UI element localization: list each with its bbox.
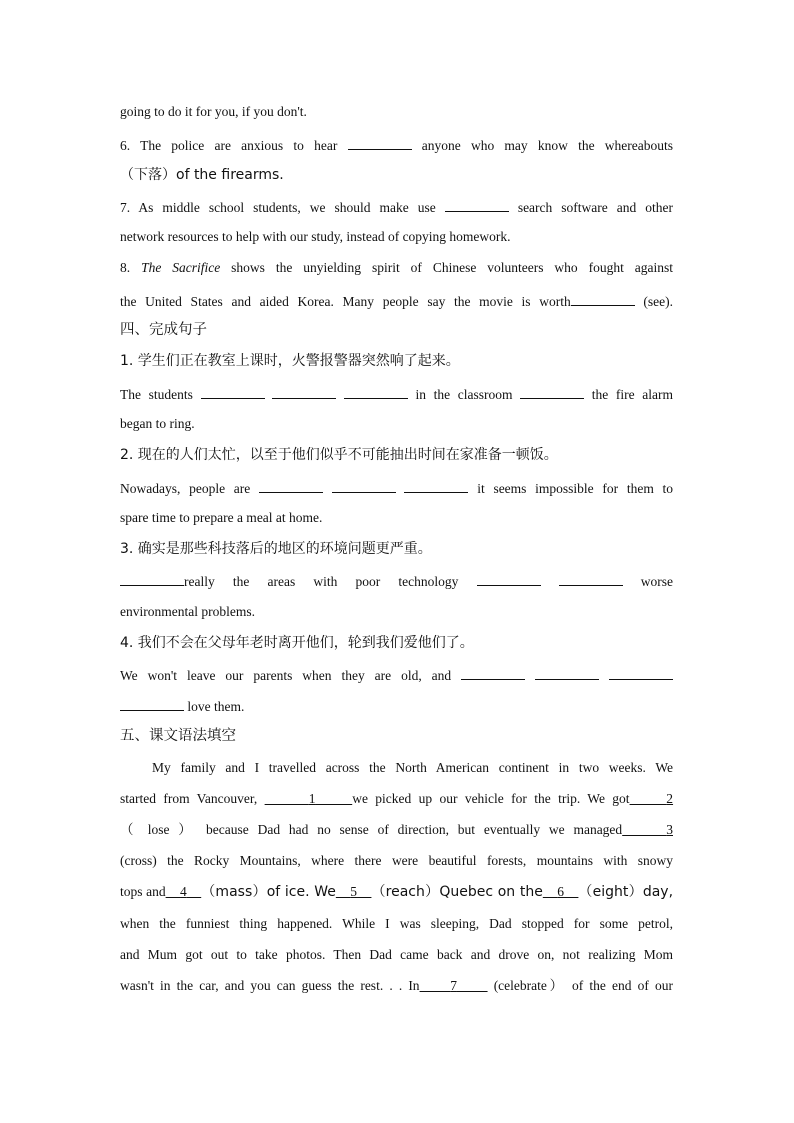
answer-blank[interactable] xyxy=(120,571,184,586)
line-text: we picked up our vehicle for the trip. We got xyxy=(352,791,630,806)
question-7 xyxy=(120,197,673,217)
line-text: 1. 学生们正在教室上课时，火警报警器突然响了起来。 xyxy=(120,353,460,369)
heading-text: 四、完成句子 xyxy=(120,322,207,338)
answer-blank[interactable] xyxy=(348,135,412,150)
passage-line xyxy=(120,946,673,964)
text-line xyxy=(120,696,673,716)
line-text: （ lose ） because Dad had no sense of direction, but eventually we managed xyxy=(120,822,623,837)
sentence-1 xyxy=(120,384,673,404)
blank-number[interactable]: 1 xyxy=(308,791,316,806)
line-text: (cross) the Rocky Mountains, where there were beautiful forests, mountains with snowy xyxy=(120,853,673,868)
text-line xyxy=(120,509,673,527)
line-text: in the classroom xyxy=(415,387,513,402)
line-text: environmental problems. xyxy=(120,604,255,619)
line-text: My family and I travelled across the North American continent in two weeks. We xyxy=(152,760,673,775)
sentence-4 xyxy=(120,665,673,685)
passage-line xyxy=(120,821,673,839)
line-text: really the areas with poor technology xyxy=(184,574,459,589)
passage-line xyxy=(120,883,673,901)
line-text: began to ring. xyxy=(120,416,195,431)
line-text: love them. xyxy=(187,699,245,714)
blank-number[interactable]: 5 xyxy=(350,884,358,899)
text-line xyxy=(120,228,673,246)
line-text: going to do it for you, if you don't. xyxy=(120,104,307,119)
blank-number[interactable]: 7 xyxy=(450,978,457,993)
answer-blank[interactable] xyxy=(535,665,599,680)
line-text: （eight）day, xyxy=(578,884,674,900)
chinese-prompt xyxy=(120,634,673,652)
blank-number[interactable]: 3 xyxy=(666,822,673,837)
answer-blank[interactable] xyxy=(559,571,623,586)
line-text: (see). xyxy=(643,294,674,309)
line-text: tops and xyxy=(120,884,166,899)
line-text: （mass）of ice. We xyxy=(201,884,336,900)
line-text: worse xyxy=(640,574,674,589)
line-text: when the funniest thing happened. While I was sleeping, Dad stopped for some petrol, xyxy=(120,916,673,931)
line-text: wasn't in the car, and you can guess the rest. . . In xyxy=(120,978,420,993)
line-text: 2. 现在的人们太忙，以至于他们似乎不可能抽出时间在家准备一顿饭。 xyxy=(120,447,558,463)
question-8 xyxy=(120,259,673,277)
text-line xyxy=(120,166,673,184)
passage-line xyxy=(120,977,673,995)
line-text: network resources to help with our study, instead of copying homework. xyxy=(120,229,511,244)
text-line xyxy=(120,603,673,621)
line-text: （下落）of the firearms. xyxy=(120,167,284,183)
blank-number[interactable]: 6 xyxy=(557,884,564,899)
text-line xyxy=(120,415,673,433)
line-text: 8. xyxy=(120,260,131,275)
answer-blank[interactable] xyxy=(120,696,184,711)
line-text: 6. The police are anxious to hear xyxy=(120,138,338,153)
heading-text: 五、课文语法填空 xyxy=(120,728,236,744)
sentence-2 xyxy=(120,478,673,498)
answer-blank[interactable] xyxy=(201,384,265,399)
line-text: We won't leave our parents when they are old, and xyxy=(120,668,452,683)
line-text: search software and other xyxy=(517,200,674,215)
blank-number[interactable]: 2 xyxy=(666,791,674,806)
blank-number[interactable]: 4 xyxy=(180,884,187,899)
line-text: The students xyxy=(120,387,193,402)
line-text: spare time to prepare a meal at home. xyxy=(120,510,323,525)
line-text: （reach）Quebec on the xyxy=(371,884,543,900)
line-text: and Mum got out to take photos. Then Dad came back and drove on, not realizing Mom xyxy=(120,947,673,962)
chinese-prompt xyxy=(120,352,673,370)
text-line xyxy=(120,291,673,311)
answer-blank[interactable] xyxy=(609,665,673,680)
line-text: the fire alarm xyxy=(591,387,673,402)
section-heading xyxy=(120,727,673,745)
answer-blank[interactable] xyxy=(477,571,541,586)
answer-blank[interactable] xyxy=(272,384,336,399)
movie-title: The Sacrifice xyxy=(141,260,221,275)
answer-blank[interactable] xyxy=(445,197,509,212)
line-text: 3. 确实是那些科技落后的地区的环境问题更严重。 xyxy=(120,541,432,557)
passage-line xyxy=(120,790,673,808)
answer-blank[interactable] xyxy=(571,291,635,306)
text-line xyxy=(120,103,673,121)
answer-blank[interactable] xyxy=(344,384,408,399)
passage-line xyxy=(120,852,673,870)
line-text: the United States and aided Korea. Many people say the movie is worth xyxy=(120,294,571,309)
answer-blank[interactable] xyxy=(259,478,323,493)
sentence-3 xyxy=(120,571,673,591)
section-heading xyxy=(120,321,673,339)
answer-blank[interactable] xyxy=(332,478,396,493)
answer-blank[interactable] xyxy=(404,478,468,493)
line-text: anyone who may know the whereabouts xyxy=(421,138,674,153)
chinese-prompt xyxy=(120,446,673,464)
chinese-prompt xyxy=(120,540,673,558)
line-text: (celebrate） of the end of our xyxy=(493,978,673,993)
line-text: Nowadays, people are xyxy=(120,481,251,496)
answer-blank[interactable] xyxy=(461,665,525,680)
line-text: started from Vancouver, xyxy=(120,791,258,806)
line-text: 7. As middle school students, we should make use xyxy=(120,200,436,215)
answer-blank[interactable] xyxy=(520,384,584,399)
line-text: shows the unyielding spirit of Chinese volunteers who fought against xyxy=(231,260,674,275)
line-text: 4. 我们不会在父母年老时离开他们，轮到我们爱他们了。 xyxy=(120,635,474,651)
passage-line xyxy=(152,759,673,777)
question-6 xyxy=(120,135,673,155)
passage-line xyxy=(120,915,673,933)
line-text: it seems impossible for them to xyxy=(477,481,674,496)
